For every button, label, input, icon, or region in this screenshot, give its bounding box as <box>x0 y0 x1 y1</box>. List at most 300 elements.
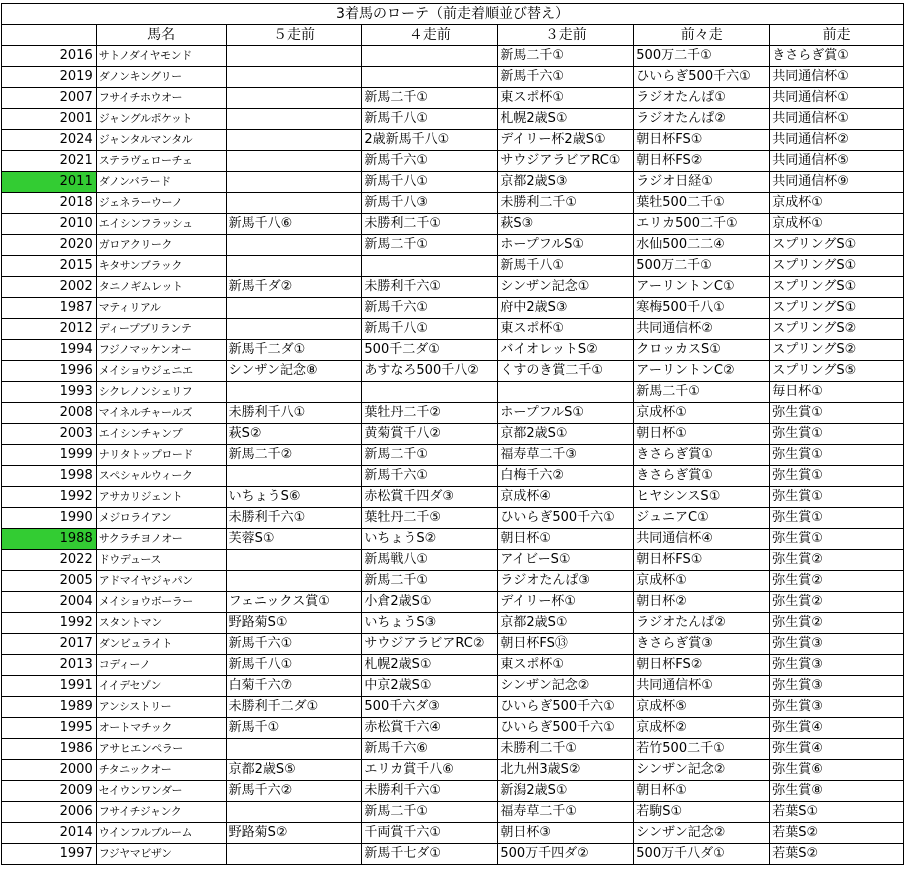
race-last-cell: 共同通信杯⑨ <box>770 172 904 193</box>
race-2nd-prior-cell: ラジオたんぱ① <box>634 88 770 109</box>
race-5th-prior-cell <box>226 67 362 88</box>
race-last-cell: 共同通信杯① <box>770 109 904 130</box>
year-cell: 2011 <box>2 172 97 193</box>
race-2nd-prior-cell: 葉牡500二千① <box>634 193 770 214</box>
horse-name-cell: マティリアル <box>96 298 226 319</box>
race-3rd-prior-cell: 京都2歳S① <box>498 424 634 445</box>
race-3rd-prior-cell: シンザン記念① <box>498 277 634 298</box>
race-2nd-prior-cell: 京成杯① <box>634 403 770 424</box>
table-row <box>2 739 904 760</box>
horse-name-cell: タニノギムレット <box>96 277 226 298</box>
race-3rd-prior-cell: シンザン記念② <box>498 676 634 697</box>
race-3rd-prior-cell: 新馬二千① <box>498 46 634 67</box>
race-3rd-prior-cell: 新馬千八① <box>498 256 634 277</box>
year-cell: 2017 <box>2 634 97 655</box>
race-last-cell: 弥生賞① <box>770 424 904 445</box>
race-4th-prior-cell: 千両賞千六① <box>362 823 498 844</box>
race-last-cell: きさらぎ賞① <box>770 46 904 67</box>
race-3rd-prior-cell: 朝日杯① <box>498 529 634 550</box>
race-3rd-prior-cell: ひいらぎ500千六① <box>498 508 634 529</box>
horse-name-cell: サトノダイヤモンド <box>96 46 226 67</box>
race-last-cell: 弥生賞① <box>770 487 904 508</box>
year-cell: 1992 <box>2 487 97 508</box>
race-3rd-prior-cell: 未勝利二千① <box>498 193 634 214</box>
race-last-cell: 弥生賞③ <box>770 655 904 676</box>
race-last-cell: 弥生賞① <box>770 445 904 466</box>
table-row <box>2 592 904 613</box>
table-row <box>2 319 904 340</box>
race-3rd-prior-cell: 東スポ杯① <box>498 88 634 109</box>
table-row <box>2 172 904 193</box>
horse-name-cell: アンシストリー <box>96 697 226 718</box>
year-cell: 2006 <box>2 802 97 823</box>
race-5th-prior-cell: 新馬千ダ② <box>226 277 362 298</box>
race-4th-prior-cell: 新馬二千① <box>362 445 498 466</box>
year-cell: 2001 <box>2 109 97 130</box>
year-cell: 2015 <box>2 256 97 277</box>
race-3rd-prior-cell: 福寿草二千① <box>498 802 634 823</box>
race-2nd-prior-cell: きさらぎ賞① <box>634 466 770 487</box>
race-2nd-prior-cell: クロッカスS① <box>634 340 770 361</box>
race-3rd-prior-cell: 札幌2歳S① <box>498 109 634 130</box>
horse-name-cell: ダンビュライト <box>96 634 226 655</box>
race-2nd-prior-cell: 朝日杯FS① <box>634 130 770 151</box>
table-row <box>2 781 904 802</box>
race-4th-prior-cell: 新馬二千① <box>362 571 498 592</box>
horse-name-cell: アサカリジェント <box>96 487 226 508</box>
table-row <box>2 508 904 529</box>
table-row <box>2 697 904 718</box>
race-3rd-prior-cell: 東スポ杯① <box>498 655 634 676</box>
header-4th-prior: ４走前 <box>362 25 498 46</box>
year-cell: 1986 <box>2 739 97 760</box>
table-row <box>2 676 904 697</box>
race-5th-prior-cell <box>226 550 362 571</box>
year-cell: 1996 <box>2 361 97 382</box>
race-last-cell: スプリングS⑤ <box>770 361 904 382</box>
race-2nd-prior-cell: 寒梅500千八① <box>634 298 770 319</box>
horse-name-cell: メジロライアン <box>96 508 226 529</box>
year-cell: 1988 <box>2 529 97 550</box>
title-row <box>2 4 904 25</box>
race-last-cell: スプリングS① <box>770 298 904 319</box>
race-3rd-prior-cell: 500万千四ダ② <box>498 844 634 865</box>
race-4th-prior-cell <box>362 256 498 277</box>
horse-name-cell: エイシンチャンプ <box>96 424 226 445</box>
race-5th-prior-cell: 萩S② <box>226 424 362 445</box>
table-row <box>2 46 904 67</box>
race-4th-prior-cell: 新馬千八① <box>362 172 498 193</box>
table-row <box>2 193 904 214</box>
horse-name-cell: フジヤマビザン <box>96 844 226 865</box>
header-horse-name: 馬名 <box>96 25 226 46</box>
race-5th-prior-cell <box>226 235 362 256</box>
table-row <box>2 214 904 235</box>
race-4th-prior-cell: 新馬二千① <box>362 802 498 823</box>
table-row <box>2 613 904 634</box>
header-last-race: 前走 <box>770 25 904 46</box>
race-4th-prior-cell: 新馬千八③ <box>362 193 498 214</box>
race-2nd-prior-cell: ラジオたんぱ② <box>634 613 770 634</box>
table-row <box>2 550 904 571</box>
race-2nd-prior-cell: アーリントンC① <box>634 277 770 298</box>
table-row <box>2 277 904 298</box>
race-last-cell: 若葉S① <box>770 802 904 823</box>
race-2nd-prior-cell: 京成杯① <box>634 571 770 592</box>
race-last-cell: 弥生賞① <box>770 403 904 424</box>
horse-name-cell: フサイチホウオー <box>96 88 226 109</box>
horse-name-cell: スタントマン <box>96 613 226 634</box>
table-row <box>2 529 904 550</box>
race-4th-prior-cell: 札幌2歳S① <box>362 655 498 676</box>
race-4th-prior-cell: 新馬千八① <box>362 109 498 130</box>
race-3rd-prior-cell: ひいらぎ500千六① <box>498 718 634 739</box>
race-2nd-prior-cell: ラジオたんぱ② <box>634 109 770 130</box>
header-2nd-prior: 前々走 <box>634 25 770 46</box>
race-4th-prior-cell: 新馬千六⑥ <box>362 739 498 760</box>
table-row <box>2 88 904 109</box>
race-5th-prior-cell <box>226 109 362 130</box>
race-2nd-prior-cell: ひいらぎ500千六① <box>634 67 770 88</box>
year-cell: 2020 <box>2 235 97 256</box>
horse-name-cell: ステラヴェローチェ <box>96 151 226 172</box>
table-row <box>2 487 904 508</box>
race-4th-prior-cell: 新馬戦八① <box>362 550 498 571</box>
race-5th-prior-cell: シンザン記念⑧ <box>226 361 362 382</box>
horse-name-cell: ダノンキングリー <box>96 67 226 88</box>
race-2nd-prior-cell: 共同通信杯① <box>634 676 770 697</box>
race-5th-prior-cell: フェニックス賞① <box>226 592 362 613</box>
race-last-cell: 弥生賞④ <box>770 739 904 760</box>
race-3rd-prior-cell: 京都2歳S③ <box>498 172 634 193</box>
race-2nd-prior-cell: 水仙500二二④ <box>634 235 770 256</box>
race-5th-prior-cell: 未勝利千二ダ① <box>226 697 362 718</box>
race-last-cell: 共同通信杯① <box>770 67 904 88</box>
race-last-cell: 弥生賞① <box>770 508 904 529</box>
year-cell: 2005 <box>2 571 97 592</box>
horse-name-cell: エイシンフラッシュ <box>96 214 226 235</box>
race-2nd-prior-cell: ヒヤシンスS① <box>634 487 770 508</box>
horse-name-cell: フサイチジャンク <box>96 802 226 823</box>
race-2nd-prior-cell: 朝日杯② <box>634 592 770 613</box>
race-2nd-prior-cell: ジュニアC① <box>634 508 770 529</box>
race-last-cell: スプリングS① <box>770 256 904 277</box>
horse-name-cell: ジャングルポケット <box>96 109 226 130</box>
race-2nd-prior-cell: きさらぎ賞③ <box>634 634 770 655</box>
race-3rd-prior-cell: 京都2歳S① <box>498 613 634 634</box>
race-2nd-prior-cell: ラジオ日経① <box>634 172 770 193</box>
race-5th-prior-cell <box>226 466 362 487</box>
table-row <box>2 718 904 739</box>
race-5th-prior-cell <box>226 298 362 319</box>
horse-name-cell: ダノンバラード <box>96 172 226 193</box>
year-cell: 2009 <box>2 781 97 802</box>
table-row <box>2 760 904 781</box>
race-3rd-prior-cell: ラジオたんぱ③ <box>498 571 634 592</box>
year-cell: 1992 <box>2 613 97 634</box>
race-4th-prior-cell: 葉牡丹二千⑤ <box>362 508 498 529</box>
table-row <box>2 67 904 88</box>
year-cell: 1995 <box>2 718 97 739</box>
race-5th-prior-cell: 未勝利千六① <box>226 508 362 529</box>
race-4th-prior-cell: いちょうS② <box>362 529 498 550</box>
race-4th-prior-cell <box>362 67 498 88</box>
year-cell: 1990 <box>2 508 97 529</box>
horse-name-cell: フジノマッケンオー <box>96 340 226 361</box>
horse-name-cell: ガロアクリーク <box>96 235 226 256</box>
race-5th-prior-cell <box>226 193 362 214</box>
table-title: 3着馬のローテ（前走着順並び替え） <box>2 4 904 25</box>
year-cell: 2004 <box>2 592 97 613</box>
year-cell: 2003 <box>2 424 97 445</box>
year-cell: 2021 <box>2 151 97 172</box>
race-3rd-prior-cell: サウジアラビアRC① <box>498 151 634 172</box>
race-5th-prior-cell <box>226 256 362 277</box>
race-2nd-prior-cell: 朝日杯FS② <box>634 655 770 676</box>
race-2nd-prior-cell: シンザン記念② <box>634 823 770 844</box>
race-3rd-prior-cell: アイビーS① <box>498 550 634 571</box>
race-last-cell: 弥生賞① <box>770 529 904 550</box>
table-row <box>2 403 904 424</box>
horse-name-cell: アドマイヤジャパン <box>96 571 226 592</box>
race-3rd-prior-cell: 白梅千六② <box>498 466 634 487</box>
horse-name-cell: スペシャルウィーク <box>96 466 226 487</box>
race-2nd-prior-cell: 共同通信杯④ <box>634 529 770 550</box>
race-2nd-prior-cell: 朝日杯① <box>634 424 770 445</box>
race-4th-prior-cell <box>362 382 498 403</box>
race-5th-prior-cell: 新馬千八⑥ <box>226 214 362 235</box>
race-5th-prior-cell <box>226 802 362 823</box>
race-4th-prior-cell: 新馬千六① <box>362 466 498 487</box>
race-3rd-prior-cell: デイリー杯2歳S① <box>498 130 634 151</box>
race-last-cell: 弥生賞② <box>770 550 904 571</box>
race-last-cell: 弥生賞⑥ <box>770 760 904 781</box>
race-5th-prior-cell: 野路菊S① <box>226 613 362 634</box>
race-3rd-prior-cell: ひいらぎ500千六① <box>498 697 634 718</box>
race-5th-prior-cell <box>226 382 362 403</box>
race-2nd-prior-cell: 500万二千① <box>634 256 770 277</box>
race-5th-prior-cell: 新馬千八① <box>226 655 362 676</box>
race-2nd-prior-cell: きさらぎ賞① <box>634 445 770 466</box>
race-5th-prior-cell <box>226 130 362 151</box>
table-row <box>2 382 904 403</box>
horse-name-cell: アサヒエンペラー <box>96 739 226 760</box>
race-3rd-prior-cell: デイリー杯① <box>498 592 634 613</box>
race-4th-prior-cell: 新馬二千① <box>362 88 498 109</box>
race-last-cell: 弥生賞③ <box>770 634 904 655</box>
race-4th-prior-cell: 新馬千六① <box>362 298 498 319</box>
table-row <box>2 130 904 151</box>
year-cell: 2018 <box>2 193 97 214</box>
race-5th-prior-cell: 白菊千六⑦ <box>226 676 362 697</box>
horse-name-cell: イイデセゾン <box>96 676 226 697</box>
race-last-cell: 京成杯① <box>770 214 904 235</box>
table-row <box>2 151 904 172</box>
table-row <box>2 844 904 865</box>
race-5th-prior-cell <box>226 319 362 340</box>
horse-name-cell: シクレノンシェリフ <box>96 382 226 403</box>
race-5th-prior-cell: 新馬千六① <box>226 634 362 655</box>
race-last-cell: 京成杯① <box>770 193 904 214</box>
race-5th-prior-cell: 野路菊S② <box>226 823 362 844</box>
horse-name-cell: メイショウボーラー <box>96 592 226 613</box>
table-row <box>2 256 904 277</box>
race-3rd-prior-cell: 東スポ杯① <box>498 319 634 340</box>
table-row <box>2 571 904 592</box>
race-2nd-prior-cell: 共同通信杯② <box>634 319 770 340</box>
race-4th-prior-cell: 小倉2歳S① <box>362 592 498 613</box>
horse-name-cell: キタサンブラック <box>96 256 226 277</box>
race-2nd-prior-cell: 京成杯② <box>634 718 770 739</box>
year-cell: 2012 <box>2 319 97 340</box>
horse-name-cell: サクラチヨノオー <box>96 529 226 550</box>
year-cell: 2024 <box>2 130 97 151</box>
header-row <box>2 25 904 46</box>
table-row <box>2 298 904 319</box>
table-row <box>2 823 904 844</box>
table-row <box>2 466 904 487</box>
race-3rd-prior-cell: バイオレットS② <box>498 340 634 361</box>
race-4th-prior-cell: サウジアラビアRC② <box>362 634 498 655</box>
year-cell: 1991 <box>2 676 97 697</box>
table-row <box>2 445 904 466</box>
year-cell: 2007 <box>2 88 97 109</box>
race-last-cell: 共同通信杯① <box>770 88 904 109</box>
race-last-cell: 弥生賞① <box>770 466 904 487</box>
race-4th-prior-cell: 500千二ダ① <box>362 340 498 361</box>
horse-name-cell: ナリタトップロード <box>96 445 226 466</box>
race-4th-prior-cell: 500千六ダ③ <box>362 697 498 718</box>
horse-name-cell: コディーノ <box>96 655 226 676</box>
race-last-cell: 弥生賞② <box>770 613 904 634</box>
race-2nd-prior-cell: アーリントンC② <box>634 361 770 382</box>
year-cell: 2010 <box>2 214 97 235</box>
race-last-cell: 弥生賞③ <box>770 697 904 718</box>
year-cell: 2008 <box>2 403 97 424</box>
race-4th-prior-cell: 新馬千八① <box>362 319 498 340</box>
race-4th-prior-cell: 未勝利千六① <box>362 277 498 298</box>
race-3rd-prior-cell: 京成杯④ <box>498 487 634 508</box>
race-4th-prior-cell: 黄菊賞千八② <box>362 424 498 445</box>
race-2nd-prior-cell: シンザン記念② <box>634 760 770 781</box>
race-3rd-prior-cell: 未勝利二千① <box>498 739 634 760</box>
year-cell: 2022 <box>2 550 97 571</box>
race-3rd-prior-cell: ホープフルS① <box>498 235 634 256</box>
race-4th-prior-cell: 葉牡丹二千② <box>362 403 498 424</box>
year-cell: 2014 <box>2 823 97 844</box>
table-row <box>2 235 904 256</box>
race-5th-prior-cell: 新馬千二ダ① <box>226 340 362 361</box>
year-cell: 2000 <box>2 760 97 781</box>
race-4th-prior-cell: 中京2歳S① <box>362 676 498 697</box>
race-4th-prior-cell: 新馬千六① <box>362 151 498 172</box>
race-5th-prior-cell: 未勝利千八① <box>226 403 362 424</box>
race-3rd-prior-cell: くすのき賞二千① <box>498 361 634 382</box>
race-last-cell: スプリングS① <box>770 277 904 298</box>
race-5th-prior-cell <box>226 844 362 865</box>
race-4th-prior-cell: 赤松賞千四ダ③ <box>362 487 498 508</box>
race-2nd-prior-cell: 若駒S① <box>634 802 770 823</box>
race-last-cell: 弥生賞② <box>770 571 904 592</box>
year-cell: 1997 <box>2 844 97 865</box>
race-2nd-prior-cell: 500万千八ダ① <box>634 844 770 865</box>
table-row <box>2 424 904 445</box>
race-last-cell: 毎日杯① <box>770 382 904 403</box>
race-4th-prior-cell: エリカ賞千八⑥ <box>362 760 498 781</box>
horse-name-cell: ドウデュース <box>96 550 226 571</box>
race-2nd-prior-cell: 朝日杯FS① <box>634 550 770 571</box>
table-row <box>2 802 904 823</box>
table-row <box>2 634 904 655</box>
year-cell: 1999 <box>2 445 97 466</box>
header-3rd-prior: ３走前 <box>498 25 634 46</box>
race-4th-prior-cell: いちょうS③ <box>362 613 498 634</box>
year-cell: 1987 <box>2 298 97 319</box>
race-3rd-prior-cell: 朝日杯③ <box>498 823 634 844</box>
race-last-cell: 若葉S② <box>770 844 904 865</box>
horse-name-cell: ディープブリランテ <box>96 319 226 340</box>
race-3rd-prior-cell: 福寿草二千③ <box>498 445 634 466</box>
race-last-cell: 共同通信杯② <box>770 130 904 151</box>
race-last-cell: 弥生賞⑧ <box>770 781 904 802</box>
horse-name-cell: マイネルチャールズ <box>96 403 226 424</box>
race-2nd-prior-cell: 500万二千① <box>634 46 770 67</box>
race-4th-prior-cell: 未勝利二千① <box>362 214 498 235</box>
race-5th-prior-cell <box>226 571 362 592</box>
race-4th-prior-cell: 未勝利千六① <box>362 781 498 802</box>
horse-name-cell: オートマチック <box>96 718 226 739</box>
race-last-cell: スプリングS② <box>770 319 904 340</box>
race-5th-prior-cell <box>226 151 362 172</box>
race-5th-prior-cell: 芙蓉S① <box>226 529 362 550</box>
race-4th-prior-cell: 新馬千七ダ① <box>362 844 498 865</box>
race-last-cell: 弥生賞② <box>770 592 904 613</box>
race-last-cell: スプリングS① <box>770 235 904 256</box>
rotation-table <box>1 3 904 865</box>
race-3rd-prior-cell: 新馬千六① <box>498 67 634 88</box>
race-5th-prior-cell <box>226 172 362 193</box>
race-3rd-prior-cell: ホープフルS① <box>498 403 634 424</box>
race-3rd-prior-cell: 新潟2歳S① <box>498 781 634 802</box>
race-3rd-prior-cell: 萩S③ <box>498 214 634 235</box>
year-cell: 1993 <box>2 382 97 403</box>
header-5th-prior: ５走前 <box>226 25 362 46</box>
horse-name-cell: ジェネラーウーノ <box>96 193 226 214</box>
race-3rd-prior-cell: 朝日杯FS⑬ <box>498 634 634 655</box>
race-2nd-prior-cell: 京成杯⑤ <box>634 697 770 718</box>
race-2nd-prior-cell: 新馬二千① <box>634 382 770 403</box>
horse-name-cell: メイショウジェニエ <box>96 361 226 382</box>
race-last-cell: スプリングS② <box>770 340 904 361</box>
year-cell: 2013 <box>2 655 97 676</box>
table-row <box>2 361 904 382</box>
horse-name-cell: ウインフルブルーム <box>96 823 226 844</box>
table-row <box>2 655 904 676</box>
race-4th-prior-cell: 2歳新馬千八① <box>362 130 498 151</box>
year-cell: 2002 <box>2 277 97 298</box>
race-last-cell: 共同通信杯⑤ <box>770 151 904 172</box>
race-2nd-prior-cell: 朝日杯FS② <box>634 151 770 172</box>
year-cell: 1994 <box>2 340 97 361</box>
race-2nd-prior-cell: 朝日杯① <box>634 781 770 802</box>
race-5th-prior-cell: 京都2歳S⑤ <box>226 760 362 781</box>
race-5th-prior-cell: 新馬千六② <box>226 781 362 802</box>
race-2nd-prior-cell: エリカ500二千① <box>634 214 770 235</box>
race-3rd-prior-cell: 府中2歳S③ <box>498 298 634 319</box>
race-3rd-prior-cell: 北九州3歳S② <box>498 760 634 781</box>
year-cell: 2016 <box>2 46 97 67</box>
race-5th-prior-cell <box>226 88 362 109</box>
